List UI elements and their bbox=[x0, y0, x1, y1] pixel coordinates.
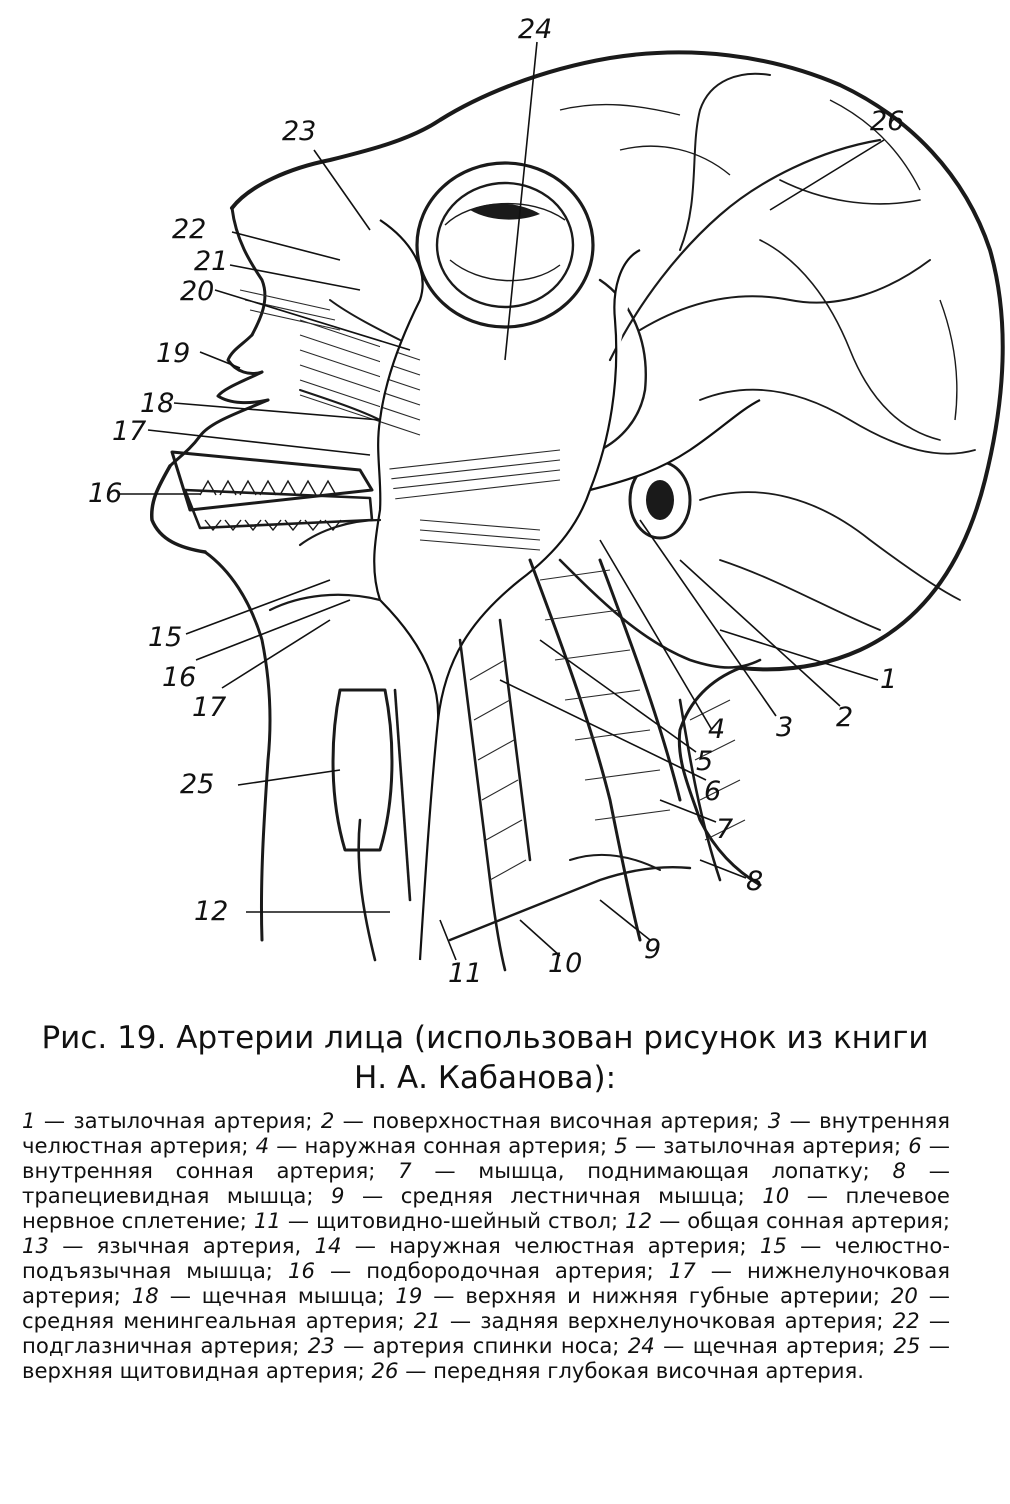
label-24: 24 bbox=[518, 14, 553, 45]
label-7: 7 bbox=[716, 814, 734, 845]
legend-number: 16 bbox=[287, 1258, 315, 1283]
legend-text: — поверхностная височная артерия; bbox=[334, 1108, 768, 1133]
legend-number: 11 bbox=[253, 1208, 281, 1233]
legend-number: 5 bbox=[614, 1133, 628, 1158]
legend-number: 2 bbox=[320, 1108, 335, 1133]
legend-text: — задняя верхнелуночковая артерия; bbox=[440, 1308, 893, 1333]
legend-text: — подглазничная артерия; bbox=[22, 1308, 951, 1358]
legend-number: 15 bbox=[759, 1233, 787, 1258]
legend-item bbox=[321, 1108, 768, 1133]
legend-number: 8 bbox=[892, 1158, 907, 1183]
legend-number: 3 bbox=[767, 1108, 782, 1133]
label-16-upper: 16 bbox=[88, 478, 123, 509]
legend-number: 26 bbox=[371, 1358, 399, 1383]
head-outline bbox=[152, 52, 1003, 940]
legend-number: 13 bbox=[22, 1233, 49, 1258]
legend-number: 4 bbox=[255, 1133, 270, 1158]
label-26: 26 bbox=[870, 106, 905, 137]
legend-number: 19 bbox=[395, 1283, 423, 1308]
legend-text: — наружная сонная артерия; bbox=[269, 1133, 615, 1158]
legend-number: 20 bbox=[890, 1283, 918, 1308]
legend-number: 25 bbox=[893, 1333, 921, 1358]
label-17-lower: 17 bbox=[192, 692, 227, 723]
legend-text: — затылочная артерия; bbox=[627, 1133, 909, 1158]
label-4: 4 bbox=[708, 714, 726, 745]
caption-title: Рис. 19. Артерии лица (использован рисунок из книги Н. А. Кабанова): bbox=[41, 1020, 929, 1096]
legend-item bbox=[22, 1233, 315, 1258]
label-20: 20 bbox=[180, 276, 215, 307]
label-22: 22 bbox=[172, 214, 207, 245]
figure-caption bbox=[20, 1018, 950, 1383]
legend-text: — передняя глубокая височная артерия. bbox=[398, 1358, 864, 1383]
label-9: 9 bbox=[644, 934, 662, 965]
label-6: 6 bbox=[704, 776, 722, 807]
legend-number: 22 bbox=[892, 1308, 920, 1333]
legend-item bbox=[22, 1108, 321, 1133]
eye-orbit bbox=[417, 163, 593, 327]
caption-legend bbox=[20, 1108, 950, 1383]
legend-text: — внутренняя сонная артерия; bbox=[22, 1133, 950, 1183]
legend-number: 24 bbox=[627, 1333, 655, 1358]
legend-number: 6 bbox=[908, 1133, 922, 1158]
legend-text: — щечная мышца; bbox=[158, 1283, 396, 1308]
legend-text: — щечная артерия; bbox=[654, 1333, 894, 1358]
label-10: 10 bbox=[548, 948, 583, 979]
legend-text: — общая сонная артерия; bbox=[652, 1208, 950, 1233]
legend-item bbox=[625, 1208, 950, 1233]
legend-text: — трапециевидная мышца; bbox=[22, 1158, 950, 1208]
label-5: 5 bbox=[696, 746, 714, 777]
label-23: 23 bbox=[282, 116, 317, 147]
legend-item bbox=[395, 1283, 891, 1308]
legend-number: 21 bbox=[413, 1308, 441, 1333]
label-17-upper: 17 bbox=[112, 416, 147, 447]
legend-number: 1 bbox=[22, 1108, 36, 1133]
teeth-jaw bbox=[172, 452, 372, 530]
label-8: 8 bbox=[746, 866, 764, 897]
scalp-vessels bbox=[560, 74, 975, 630]
label-12: 12 bbox=[194, 896, 229, 927]
legend-item bbox=[256, 1133, 615, 1158]
label-11: 11 bbox=[448, 958, 483, 989]
legend-item bbox=[254, 1208, 625, 1233]
legend-number: 17 bbox=[668, 1258, 696, 1283]
legend-text: — верхняя щитовидная артерия; bbox=[22, 1333, 950, 1383]
legend-text: — мышца, поднимающая лопатку; bbox=[411, 1158, 893, 1183]
legend-number: 23 bbox=[307, 1333, 335, 1358]
legend-text: — артерия спинки носа; bbox=[334, 1333, 628, 1358]
legend-item bbox=[308, 1333, 628, 1358]
legend-text: — внутренняя челюстная артерия; bbox=[22, 1108, 950, 1158]
legend-text: — щитовидно-шейный ствол; bbox=[280, 1208, 626, 1233]
label-15: 15 bbox=[148, 622, 183, 653]
legend-item bbox=[414, 1308, 893, 1333]
legend-number: 9 bbox=[331, 1183, 345, 1208]
label-16-lower: 16 bbox=[162, 662, 197, 693]
label-1: 1 bbox=[880, 664, 898, 695]
legend-item bbox=[372, 1358, 864, 1383]
legend-item bbox=[315, 1233, 760, 1258]
figure-labels bbox=[88, 14, 904, 989]
legend-item bbox=[331, 1183, 762, 1208]
legend-text: — средняя менингеальная артерия; bbox=[22, 1283, 950, 1333]
legend-item bbox=[132, 1283, 396, 1308]
ear-region bbox=[600, 280, 690, 538]
legend-text: — наружная челюстная артерия; bbox=[341, 1233, 760, 1258]
legend-number: 10 bbox=[762, 1183, 790, 1208]
legend-text: — подбородочная артерия; bbox=[314, 1258, 669, 1283]
legend-text: — язычная артерия, bbox=[48, 1233, 315, 1258]
label-2: 2 bbox=[836, 702, 854, 733]
label-3: 3 bbox=[776, 712, 794, 743]
label-25: 25 bbox=[180, 769, 215, 800]
legend-item bbox=[398, 1158, 892, 1183]
legend-number: 14 bbox=[314, 1233, 342, 1258]
legend-number: 18 bbox=[131, 1283, 159, 1308]
legend-text: — нижнелуночковая артерия; bbox=[22, 1258, 950, 1308]
legend-text: — средняя лестничная мышца; bbox=[344, 1183, 763, 1208]
legend-item bbox=[288, 1258, 669, 1283]
legend-number: 12 bbox=[625, 1208, 653, 1233]
label-21: 21 bbox=[194, 246, 229, 277]
legend-number: 7 bbox=[398, 1158, 412, 1183]
legend-text: — плечевое нервное сплетение; bbox=[22, 1183, 950, 1233]
legend-item bbox=[628, 1333, 894, 1358]
legend-text: — челюстно-подъязычная мышца; bbox=[22, 1233, 950, 1283]
legend-text: — затылочная артерия; bbox=[35, 1108, 321, 1133]
label-19: 19 bbox=[156, 338, 191, 369]
legend-text: — верхняя и нижняя губные артерии; bbox=[422, 1283, 891, 1308]
label-18: 18 bbox=[140, 388, 175, 419]
legend-item bbox=[614, 1133, 908, 1158]
